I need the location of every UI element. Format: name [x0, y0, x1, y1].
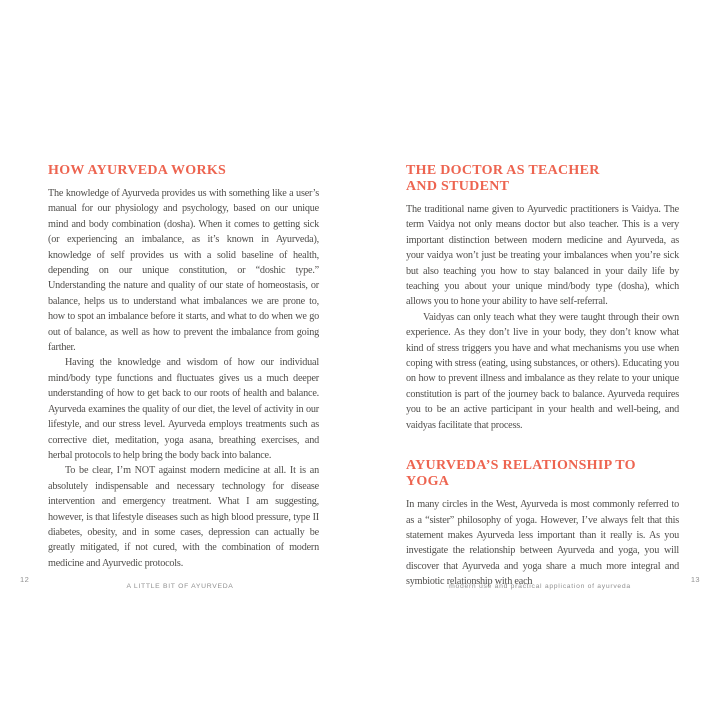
section-heading-how-ayurveda-works: HOW AYURVEDA WORKS	[48, 163, 227, 178]
section-heading-relationship-to-yoga: AYURVEDA’S RELATIONSHIP TO YOGA	[406, 458, 636, 490]
paragraph: To be clear, I’m NOT against modern medicine at all. It is an absolutely indispensable and necessary technology for disease intervention and emergency treatment. What I am suggesting, however, is that lifestyle diseases such as high blood pressure, type II diabetes, obesity, and in some cases, depression can actually be greatly mitigated, if not cured, with the combination of modern medicine and Ayurvedic protocols.	[48, 465, 319, 569]
page-number-right: 13	[690, 575, 700, 584]
right-page-text-column	[406, 163, 679, 590]
paragraph: The knowledge of Ayurveda provides us with something like a user’s manual for our physiology and psychology, based on our unique mind and body combination (dosha). When it comes to getting sick (or experiencing an imbalance, as it’s known in Ayurveda), knowledge of self provides us with a solid baseline of health, depending on our unique constitution, or “doshic type.” Understanding the nature and quality of our state of homeostasis, or balance, helps us to understand what imbalances we are prone to, how to spot an imbalance before it starts, and what to do when we go out of balance, as well as how to prevent the imbalance from going farther.	[48, 188, 319, 354]
page-number-left: 12	[20, 575, 30, 584]
running-title-left: A LITTLE BIT OF AYURVEDA	[126, 583, 234, 590]
right-footer	[360, 575, 720, 590]
paragraph: The traditional name given to Ayurvedic practitioners is Vaidya. The term Vaidya not only means doctor but also teacher. This is a very important distinction between modern medicine and Ayurveda, as your vaidya won’t just be treating your imbalances when you’re sick but also teaching you how to stay balanced in your daily life by teaching you about your unique mind/body type (dosha), which allows you to hone your ability to have self-referral.	[406, 204, 679, 308]
left-page-text-column	[48, 163, 319, 571]
running-title-right: modern use and practical application of ayurveda	[449, 583, 631, 590]
paragraph: Having the knowledge and wisdom of how our individual mind/body type functions and fluctuates gives us a much deeper understanding of how to get back to our roots of health and balance. Ayurveda examines the quality of our diet, the level of activity in our lifestyle, and our stress level. Ayurveda employs treatments such as corrective diet, meditation, yoga asana, breathing exercises, and herbal protocols to help bring the body back into balance.	[48, 357, 319, 461]
section-relationship-to-yoga	[406, 458, 679, 589]
section-heading-doctor-as-teacher: THE DOCTOR AS TEACHER AND STUDENT	[406, 163, 600, 194]
section-doctor-as-teacher	[406, 163, 679, 433]
paragraph: In many circles in the West, Ayurveda is most commonly referred to as a “sister” philosophy of yoga. However, I’ve always felt that this statement makes Ayurveda less important than it really is. As you investigate the relationship between Ayurveda and yoga, you will discover that Ayurveda and yoga share a much more integral and symbiotic relationship with each	[406, 499, 679, 588]
paragraph: Vaidyas can only teach what they were taught through their own experience. As they don’t live in your body, they don’t know what kind of stress triggers you have and what mechanisms you use when coping with stress (eating, using substances, or others). Educating you on how to prevent illness and imbalance as they relate to your unique constitution is part of the journey back to balance. Ayurveda requires you to be an active participant in your health and well-being, and vaidyas facilitate that process.	[406, 311, 679, 431]
left-footer	[0, 575, 360, 590]
